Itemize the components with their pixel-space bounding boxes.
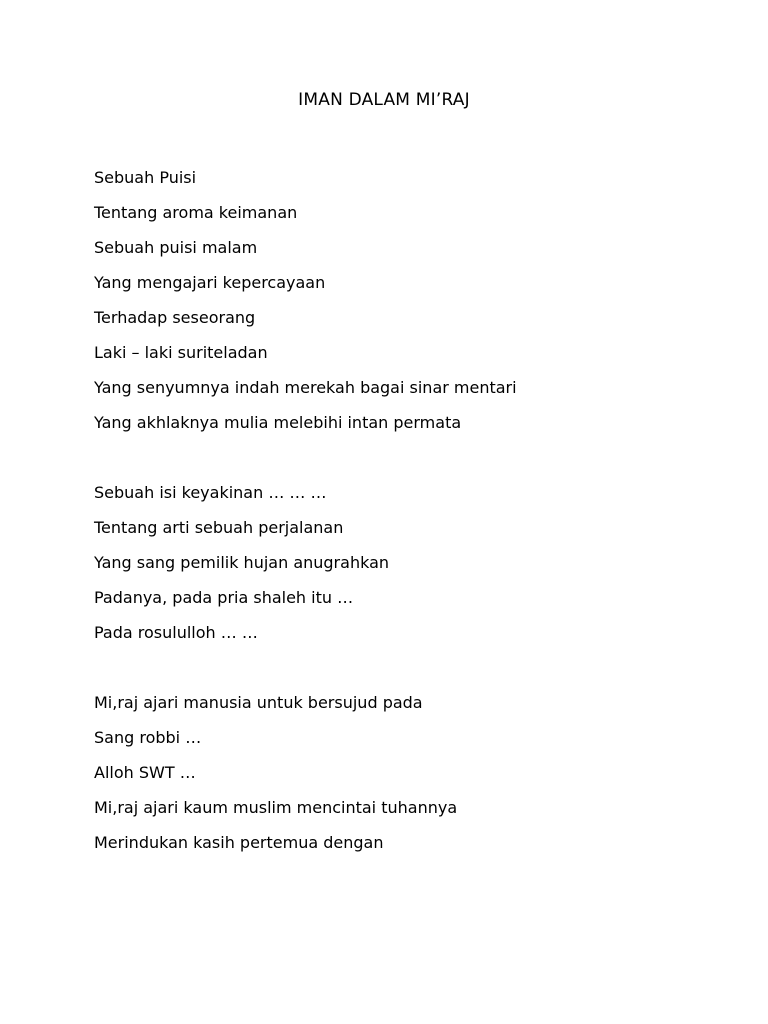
poem-line: Sebuah Puisi [94, 168, 197, 187]
poem-line: Pada rosululloh … … [94, 623, 258, 642]
poem-line: Yang akhlaknya mulia melebihi intan permata [94, 413, 462, 432]
poem-line: Merindukan kasih pertemua dengan [94, 833, 384, 852]
poem-line: Padanya, pada pria shaleh itu … [94, 588, 354, 607]
poem-line: Sebuah puisi malam [94, 238, 258, 257]
poem-title: IMAN DALAM MI’RAJ [298, 90, 470, 110]
poem-line: Yang senyumnya indah merekah bagai sinar mentari [94, 378, 517, 397]
poem-body [94, 160, 714, 895]
poem-line: Mi,raj ajari manusia untuk bersujud pada [94, 693, 423, 712]
stanza-1 [94, 160, 714, 440]
poem-line: Mi,raj ajari kaum muslim mencintai tuhannya [94, 798, 458, 817]
poem-line: Tentang aroma keimanan [94, 203, 298, 222]
poem-line: Tentang arti sebuah perjalanan [94, 518, 344, 537]
poem-line: Sebuah isi keyakinan … … … [94, 483, 327, 502]
poem-line: Yang mengajari kepercayaan [94, 273, 326, 292]
poem-line: Laki – laki suriteladan [94, 343, 268, 362]
poem-line: Yang sang pemilik hujan anugrahkan [94, 553, 390, 572]
stanza-2 [94, 475, 714, 650]
poem-line: Terhadap seseorang [94, 308, 256, 327]
poem-line: Sang robbi … [94, 728, 202, 747]
stanza-3 [94, 685, 714, 860]
poem-line: Alloh SWT … [94, 763, 196, 782]
